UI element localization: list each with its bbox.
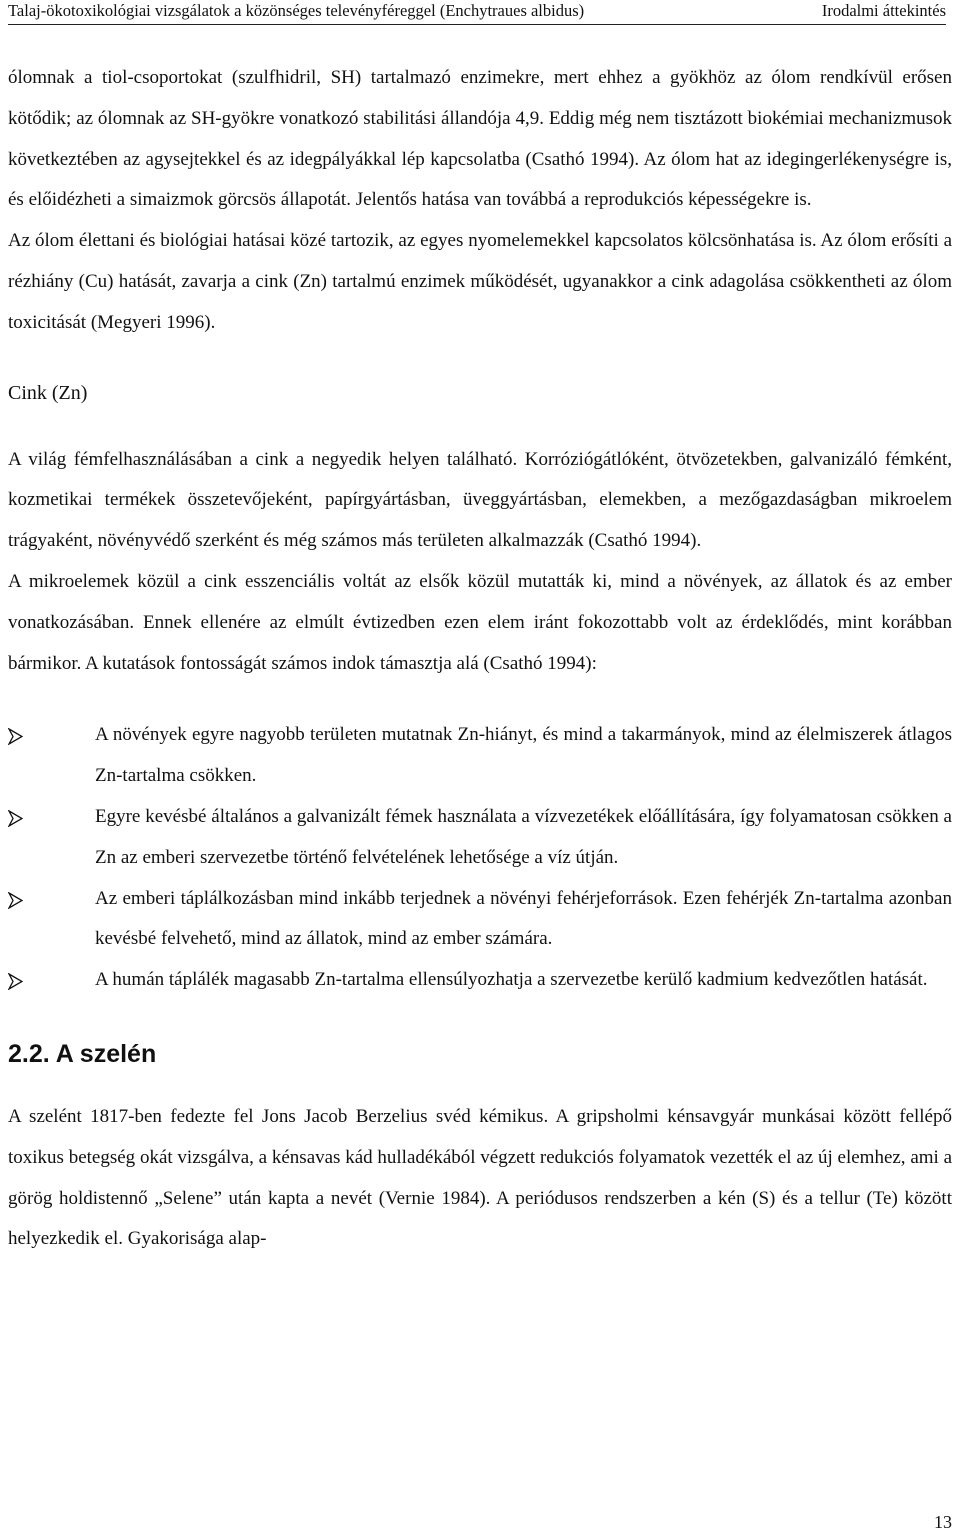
- arrowhead-bullet-icon: [8, 717, 24, 757]
- zinc-heading: Cink (Zn): [8, 381, 88, 404]
- list-item-text: A növények egyre nagyobb területen mutatnak Zn-hiányt, és mind a takarmányok, mind az élelmiszerek átlagos Zn-tartalma csökken.: [95, 724, 952, 787]
- arrowhead-bullet-icon: [8, 881, 24, 921]
- header-title: Talaj-ökotoxikológiai vizsgálatok a közönséges televényféreggel (Enchytraues albidus): [8, 1, 585, 20]
- reasons-list: [8, 715, 952, 1001]
- list-item: [8, 879, 952, 961]
- running-header: [8, 0, 946, 25]
- paragraph-lead-effects: ólomnak a tiol-csoportokat (szulfhidril, SH) tartalmazó enzimekre, mert ehhez a gyökhöz az ólom rendkívül erősen kötődik; az ólomnak az SH-gyökre vonatkozó stabilitási állandója 4,9. Eddig még nem tisztázott biokémiai mechanizmusok következtében az agysejtekkel és az idegpályákkal lép kapcsolatba (Csathó 1994). Az ólom hat az idegingerlékenységre is, és előidézheti a simaizmok görcsös állapotát. Jelentős hatása van továbbá a reprodukciós képességekre is.: [8, 67, 952, 211]
- list-item-text: Az emberi táplálkozásban mind inkább terjednek a növényi fehérjeforrások. Ezen fehérjék Zn-tartalma azonban kevésbé felvehető, mind az állatok, mind az ember számára.: [95, 887, 952, 950]
- paragraph-zinc-usage: A világ fémfelhasználásában a cink a negyedik helyen található. Korróziógátlóként, ötvözetekben, galvanizáló fémként, kozmetikai termékek összetevőjeként, papírgyártásban, üveggyártásban, elemekben, a mezőgazdaságban mikroelem trágyaként, növényvédő szerként és még számos más területen alkalmazzák (Csathó 1994).: [8, 448, 952, 552]
- list-item-text: Egyre kevésbé általános a galvanizált fémek használata a vízvezetékek előállítására, így folyamatosan csökken a Zn az emberi szervezetbe történő felvételének lehetősége a víz útján.: [95, 805, 952, 868]
- header-section: Irodalmi áttekintés: [821, 1, 946, 20]
- list-item: [8, 715, 952, 797]
- list-item-text: A humán táplálék magasabb Zn-tartalma ellensúlyozhatja a szervezetbe kerülő kadmium kedvezőtlen hatását.: [95, 969, 928, 991]
- list-item: [8, 960, 952, 1001]
- section-heading-selenium: 2.2. A szelén: [8, 1039, 157, 1068]
- page-number: 13: [934, 1512, 952, 1532]
- page-body: [8, 58, 952, 1260]
- paragraph-selenium-history: A szelént 1817-ben fedezte fel Jons Jacob Berzelius svéd kémikus. A gripsholmi kénsavgyár munkásai között fellépő toxikus betegség okát vizsgálva, a kénsavas kád hulladékából végzett redukciós folyamatok vezették el az új elemhez, ami a görög holdistennő „Selene” után kapta a nevét (Vernie 1984). A periódusos rendszerben a kén (S) és a tellur (Te) között helyezkedik el. Gyakorisága alap-: [8, 1105, 952, 1250]
- arrowhead-bullet-icon: [8, 799, 24, 839]
- paragraph-zinc-essential: A mikroelemek közül a cink esszenciális voltát az elsők közül mutatták ki, mind a növények, az állatok és az ember vonatkozásában. Ennek ellenére az elmúlt évtizedben ezen elem iránt fokozottabb volt az érdeklődés, mint korábban bármikor. A kutatások fontosságát számos indok támasztja alá (Csathó 1994):: [8, 570, 952, 674]
- arrowhead-bullet-icon: [8, 962, 24, 1002]
- paragraph-lead-interactions: Az ólom élettani és biológiai hatásai közé tartozik, az egyes nyomelemekkel kapcsolatos kölcsönhatása is. Az ólom erősíti a rézhiány (Cu) hatását, zavarja a cink (Zn) tartalmú enzimek működését, ugyanakkor a cink adagolása csökkentheti az ólom toxicitását (Megyeri 1996).: [8, 230, 952, 333]
- list-item: [8, 797, 952, 879]
